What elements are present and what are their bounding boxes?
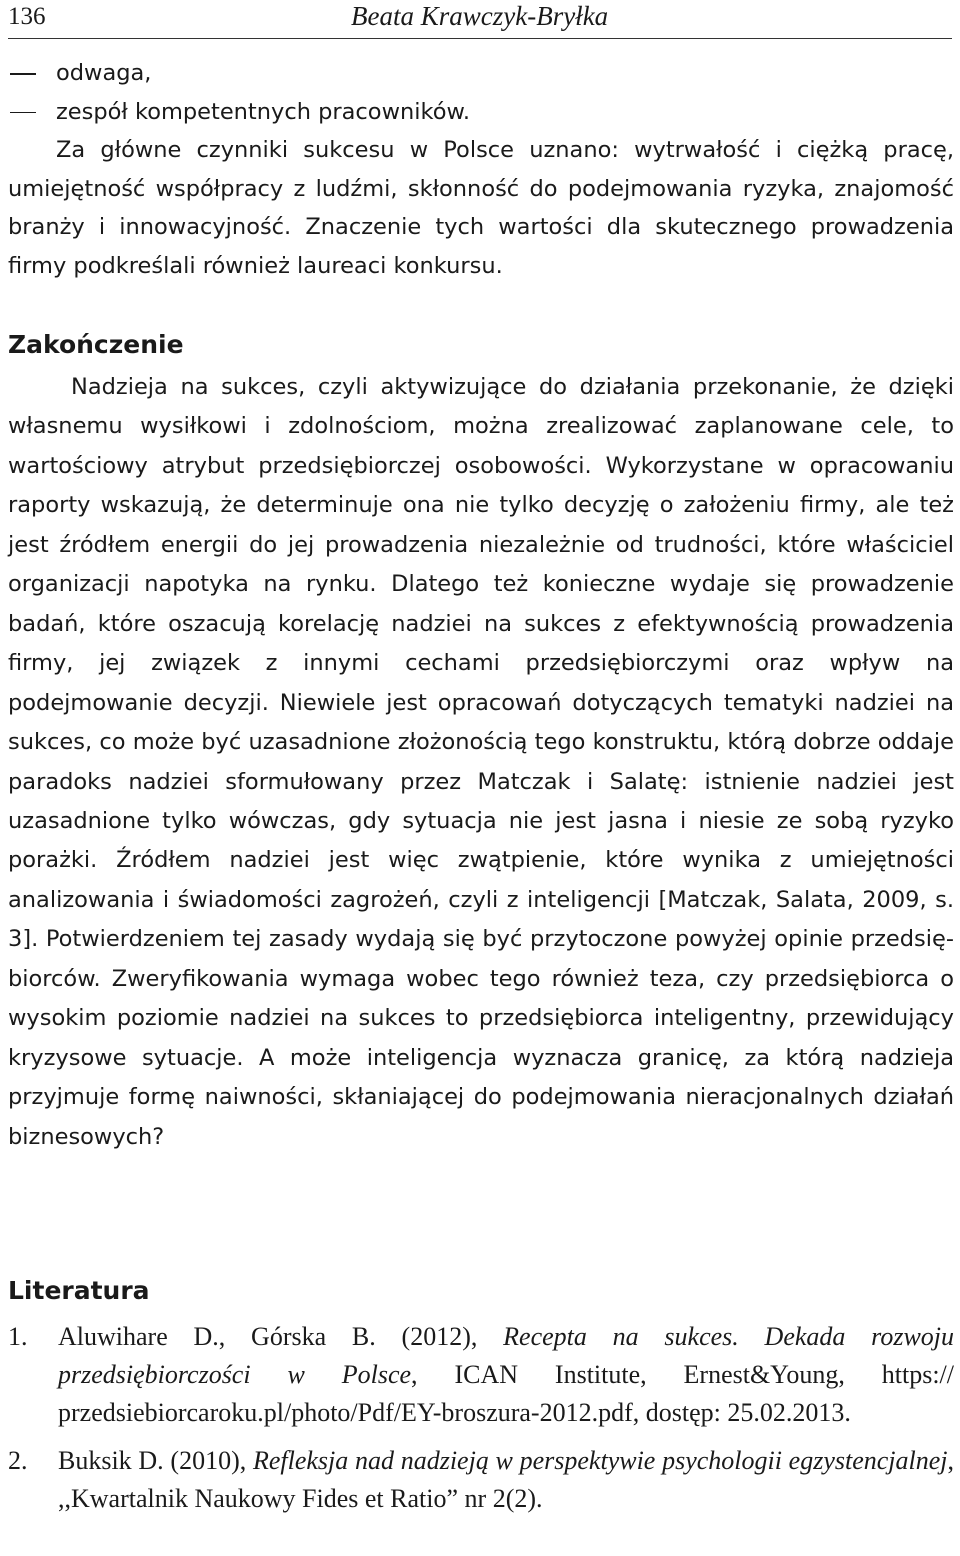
- reference-number: 1.: [8, 1322, 28, 1351]
- literature-title: Literatura: [8, 1276, 150, 1305]
- reference-list: [8, 1318, 954, 1528]
- section-title: Zakończenie: [8, 330, 184, 359]
- reference-number: 2.: [8, 1446, 28, 1475]
- reference-author: Buksik D. (2010),: [58, 1446, 247, 1475]
- list-item: odwaga,: [8, 54, 954, 93]
- reference-details: , ,,Kwartalnik Naukowy Fides et Ratio” nr 2(2).: [58, 1446, 954, 1513]
- reference-title: Recepta na sukces. Dekada rozwoju przedsiębiorczości w Polsce: [58, 1322, 955, 1389]
- conclusion-paragraph: Nadzieja na sukces, czyli aktywizujące do działania przekonanie, że dzięki własnemu wysiłkowi i zdolnościom, można zrealizować zaplanowane cele, to wartościowy atrybut przedsiębiorczej osobowości. Wykorzystane w opracowaniu raporty wskazują, że determinuje ona nie tylko decyzję o założeniu firmy, ale też jest źródłem energii do jej prowadzenia niezależnie od trudności, które właściciel organizacji napotyka na rynku. Dlatego też konieczne wydaje się prowadzenie badań, które oszacują korelację nadziei na sukces z efektywnością prowadzenia firmy, jej związek z innymi cechami przedsiębiorczymi oraz wpływ na podejmowanie decyzji. Niewiele jest opracowań dotyczących tematyki nadziei na sukces, co może być uzasadnione złożonością tego konstruktu, którą dobrze oddaje paradoks nadziei sformułowany przez Matczak i Salatę: istnienie nadziei jest uzasadnione tylko wówczas, gdy sytuacja nie jest jasna i niesie ze sobą ryzyko porażki. Źródłem nadziei jest więc zwątpienie, które wynika z umiejętności analizowania i świadomości zagrożeń, czyli z inteligencji [Matczak, Salata, 2009, s. 3]. Potwierdzeniem tej zasady wydają się być przytoczone powyżej opinie przedsiębiorców. Zweryfikowania wymaga wobec tego również teza, czy przedsiębiorca o wysokim poziomie nadziei na sukces to przedsiębiorca inteligentny, przewidujący kryzysowe sytuacje. A może inteligencja wyznacza granicę, za którą nadzieja przyjmuje formę naiwności, skłaniającej do podejmowania nieracjonalnych działań biznesowych?: [8, 374, 954, 1150]
- page-number: 136: [8, 3, 46, 30]
- page-header: [8, 0, 952, 39]
- top-text-block: [8, 54, 954, 285]
- list-item: zespół kompetentnych pracowników.: [8, 93, 954, 132]
- reference-author: Aluwihare D., Górska B. (2012),: [58, 1322, 478, 1351]
- reference-details: , ICAN Institute, Ernest&Young, https:// przedsiebiorcaroku.pl/photo/Pdf/EY-broszura-2012.pdf, dostęp: 25.02.2013.: [58, 1360, 954, 1427]
- top-paragraph: Za główne czynniki sukcesu w Polsce uznano: wytrwałość i ciężką pracę, umiejętność współpracy z ludźmi, skłonność do podejmowania ryzyka, znajomość branży i innowacyjność. Znaczenie tych wartości dla skutecznego prowadzenia firmy podkreślali również laureaci konkursu.: [8, 137, 954, 279]
- running-head: Beata Krawczyk-Bryłka: [351, 1, 609, 31]
- reference-title: Refleksja nad nadzieją w perspektywie psychologii egzystencjalnej: [252, 1446, 948, 1475]
- reference-item: [8, 1318, 954, 1432]
- reference-item: [8, 1442, 954, 1518]
